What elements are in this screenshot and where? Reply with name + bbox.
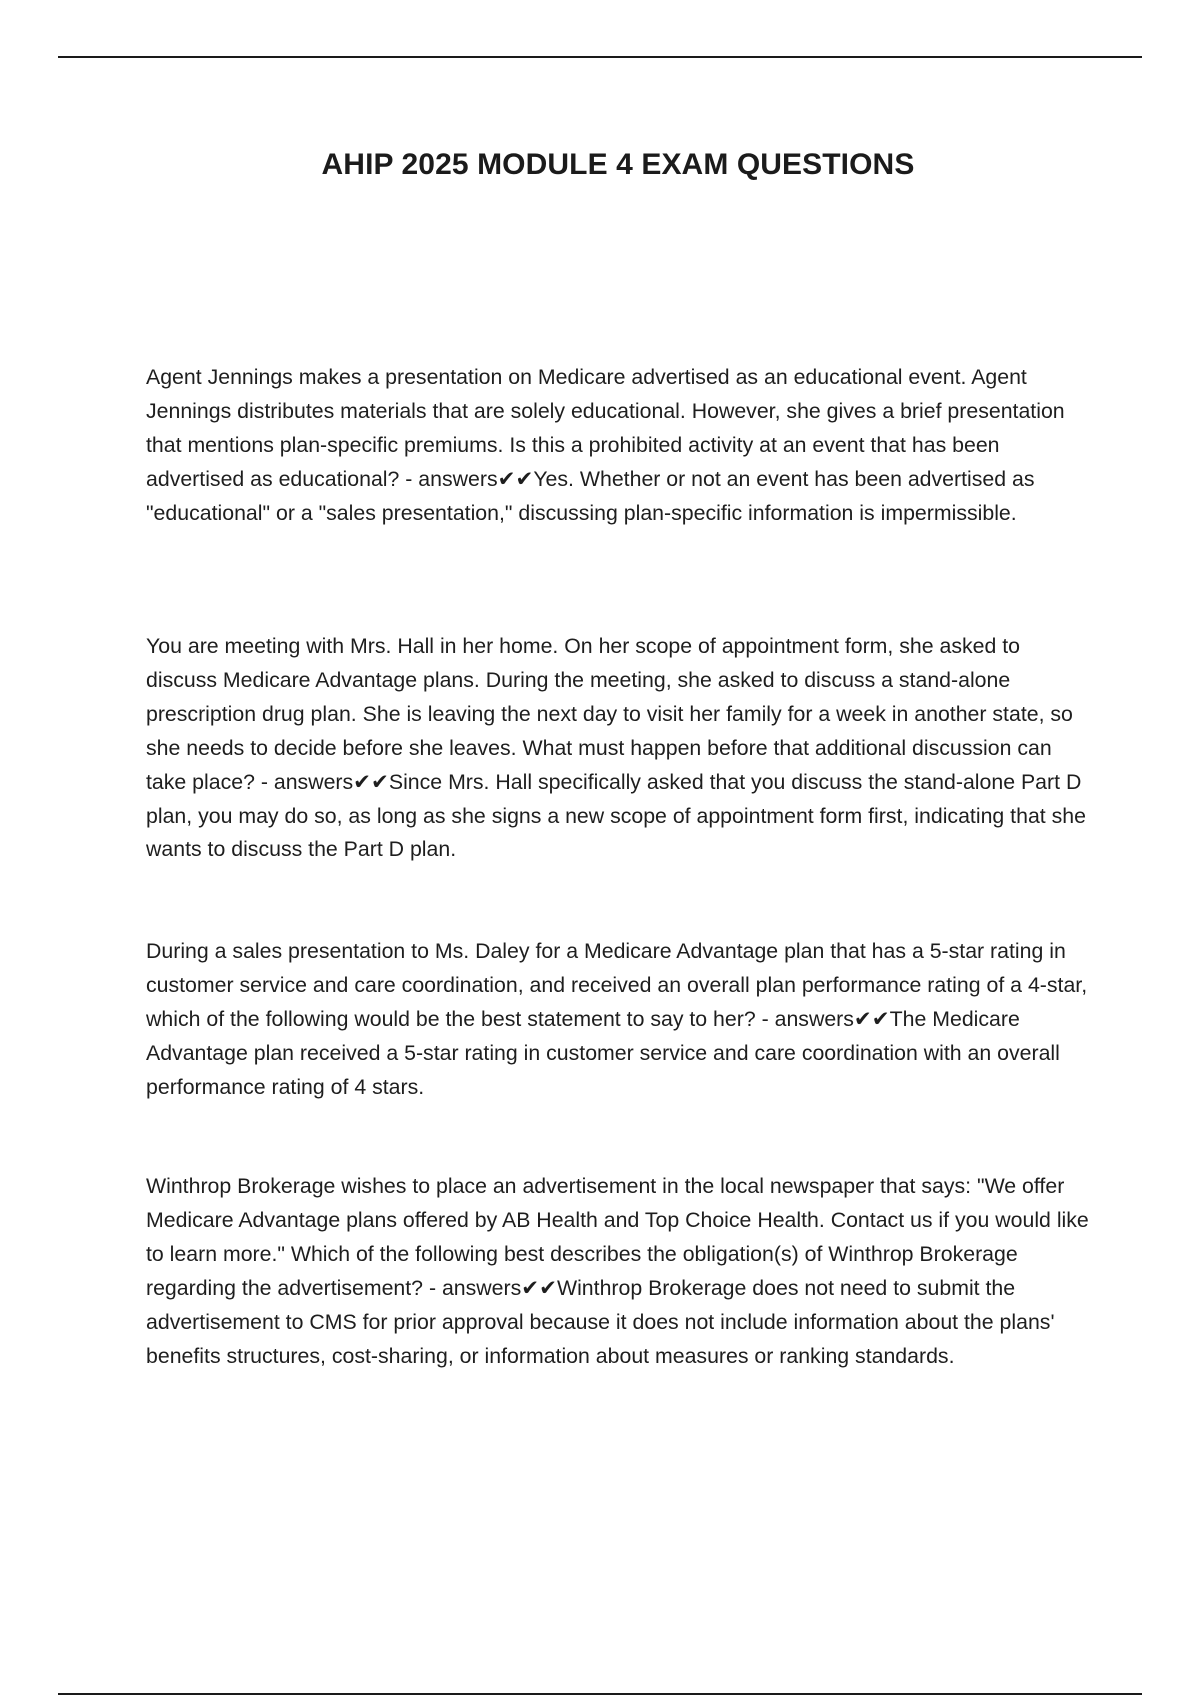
document-title: AHIP 2025 MODULE 4 EXAM QUESTIONS: [321, 148, 915, 181]
question-text: Agent Jennings makes a presentation on Medicare advertised as an educational event. Agent Jennings distributes materials that are solely educational. However, she gives a brief presentation that mentions plan-specific premiums. Is this a prohibited activity at an event that has been advertised as educational?: [146, 365, 1065, 491]
question-text: During a sales presentation to Ms. Daley for a Medicare Advantage plan that has a 5-star rating in customer service and care coordination, and received an overall plan performance rating of a 4-star, which of the following would be the best statement to say to her?: [146, 939, 1088, 1031]
qa-item: [146, 630, 1091, 867]
answer-text: Since Mrs. Hall specifically asked that you discuss the stand-alone Part D plan, you may do so, as long as she signs a new scope of appointment form first, indicating that she wants to discuss the Part D plan.: [146, 769, 1086, 862]
top-divider: [58, 56, 1142, 58]
answer-separator: - answers: [254, 769, 354, 794]
check-icon: ✔✔: [497, 466, 534, 491]
answer-text: Winthrop Brokerage does not need to submit the advertisement to CMS for prior approval because it does not include information about the plans' benefits structures, cost-sharing, or information about measures or ranking standards.: [146, 1275, 1055, 1368]
answer-text: The Medicare Advantage plan received a 5-star rating in customer service and care coordination with an overall performance rating of 4 stars.: [146, 1006, 1060, 1099]
qa-item: [146, 361, 1091, 531]
question-text: Winthrop Brokerage wishes to place an advertisement in the local newspaper that says: "We offer Medicare Advantage plans offered by AB Health and Top Choice Health. Contact us if you would like to learn more." Which of the following best describes the obligation(s) of Winthrop Brokerage regarding the advertisement?: [146, 1174, 1089, 1300]
check-icon: ✔✔: [521, 1275, 557, 1300]
bottom-divider: [58, 1693, 1142, 1695]
answer-separator: - answers: [399, 466, 498, 491]
question-text: You are meeting with Mrs. Hall in her home. On her scope of appointment form, she asked to discuss Medicare Advantage plans. During the meeting, she asked to discuss a stand-alone prescription drug plan. She is leaving the next day to visit her family for a week in another state, so she needs to decide before she leaves. What must happen before that additional discussion can take place?: [146, 634, 1073, 794]
qa-item: [146, 935, 1091, 1105]
answer-separator: - answers: [423, 1275, 522, 1300]
check-icon: ✔✔: [353, 769, 389, 794]
qa-item: [146, 1170, 1091, 1373]
answer-separator: - answers: [755, 1006, 854, 1031]
check-icon: ✔✔: [853, 1006, 890, 1031]
answer-text: Yes. Whether or not an event has been advertised as "educational" or a "sales presentation," discussing plan-specific information is impermissible.: [146, 466, 1035, 525]
